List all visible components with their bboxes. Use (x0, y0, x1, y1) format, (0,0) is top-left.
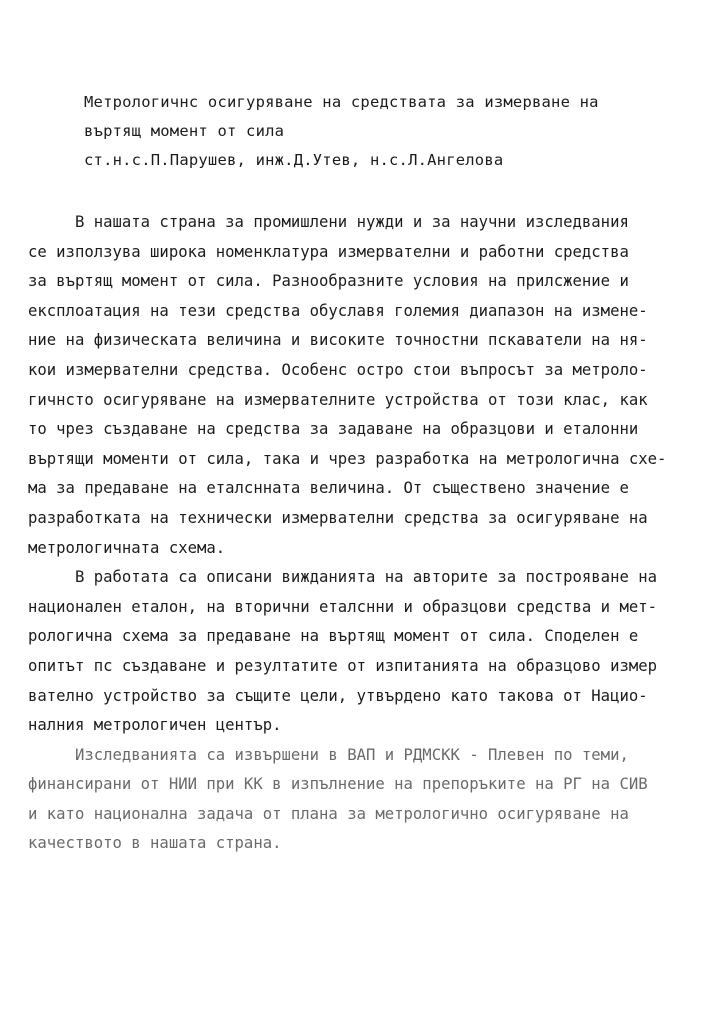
paragraph (28, 563, 688, 741)
paragraph-line: за въртящ момент от сила. Разнообразните условия на прилсжение и (28, 272, 629, 291)
paragraph-line: кои измервателни средства. Особенс остро стои въпросът за метроло- (28, 360, 648, 379)
paragraph-line: метрологичната схема. (28, 538, 226, 557)
paragraph-line: се използува широка номенклатура измервателни и работни средства (28, 242, 629, 261)
document-title-line-2: въртящ момент от сила (84, 122, 285, 140)
document-authors: ст.н.с.П.Парушев, инж.Д.Утев, н.с.Л.Ангелова (84, 151, 504, 169)
paragraph-line: ма за предаване на еталснната величина. От съществено значение е (28, 479, 629, 498)
paragraph-line: В нашата страна за промишлени нужди и за научни изследвания (28, 213, 629, 231)
paragraph-line: гичнсто осигуряване на измервателните устройства от този клас, как (28, 390, 648, 409)
paragraph-line: национален еталон, на вторични еталснни и образцови средства и мет- (28, 597, 658, 616)
paragraph-line: то чрез създаване на средства за задаване на образцови и еталонни (28, 420, 639, 439)
paragraph (28, 741, 688, 859)
paragraph-line: Изследванията са извършени в ВАП и РДМСКК - Плевен по теми, (28, 745, 629, 764)
paragraph-line: експлоатация на тези средства обуславя големия диапазон на измене- (28, 301, 648, 320)
paragraph-line: ние на физическата величина и високите точностни пскаватели на ня- (28, 331, 648, 350)
document-header (84, 88, 664, 175)
paragraph (28, 208, 688, 563)
paragraph-line: рологична схема за предаване на въртящ момент от сила. Споделен е (28, 627, 639, 646)
document-title-line-1: Метрологичнс осигуряване на средствата за измерване на (84, 93, 599, 111)
paragraph-line: въртящи моменти от сила, така и чрез разработка на метрологична схе- (28, 449, 667, 468)
paragraph-line: и като национална задача от плана за метрологично осигуряване на (28, 804, 629, 823)
paragraph-line: разработката на технически измервателни средства за осигуряване на (28, 508, 648, 527)
paragraph-line: опитът пс създаване и резултатите от изпитанията на образцово измер (28, 656, 658, 675)
paragraph-line: В работата са описани вижданията на авторите за построяване на (28, 568, 658, 587)
paragraph-line: налния метрологичен център. (28, 716, 282, 735)
paragraph-line: качеството в нашата страна. (28, 834, 282, 853)
paragraph-line: вателно устройство за същите цели, утвърдено като такова от Нацио- (28, 686, 648, 705)
document-body (28, 208, 688, 859)
paragraph-line: финансирани от НИИ при КК в изпълнение на препоръките на РГ на СИВ (28, 775, 648, 794)
